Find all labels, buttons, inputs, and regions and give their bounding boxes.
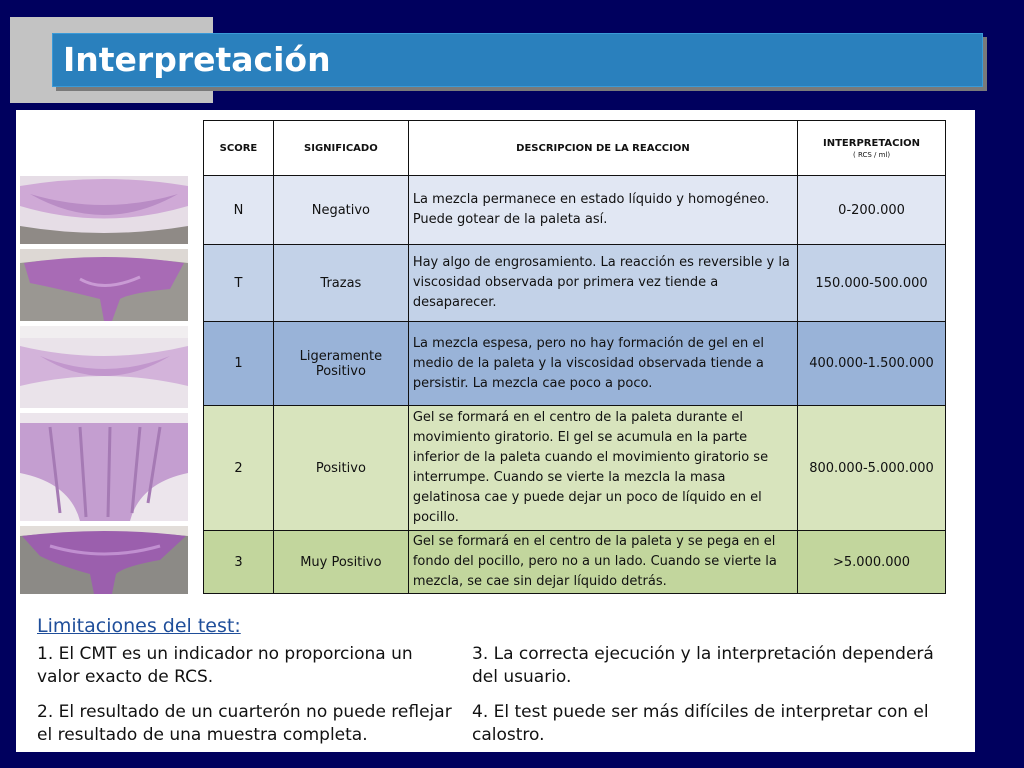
cell-significado: Positivo xyxy=(273,406,408,531)
cell-descripcion: Gel se formará en el centro de la paleta durante el movimiento giratorio. El gel se acumula en la parte inferior de la paleta cuando el movimiento giratorio se interrumpe. Cuando se vierte la mezcla la masa gelatinosa cae y puede dejar un poco de líquido en el pocillo. xyxy=(408,406,797,531)
cell-descripcion: La mezcla permanece en estado líquido y homogéneo. Puede gotear de la paleta así. xyxy=(408,176,797,245)
cell-score: N xyxy=(204,176,274,245)
cell-score: T xyxy=(204,245,274,322)
limitation-item-1: 1. El CMT es un indicador no proporciona un valor exacto de RCS. xyxy=(37,644,413,687)
table-row xyxy=(204,176,946,245)
header-interpretacion xyxy=(798,121,946,176)
cell-descripcion: Gel se formará en el centro de la paleta y se pega en el fondo del pocillo, pero no a un lado. Cuando se vierte la mezcla, se cae sin dejar líquido detrás. xyxy=(408,531,797,594)
table-row xyxy=(204,406,946,531)
cell-interpretacion: 150.000-500.000 xyxy=(798,245,946,322)
cell-interpretacion: >5.000.000 xyxy=(798,531,946,594)
cmt-photo-positivo xyxy=(20,413,188,521)
table-header-row xyxy=(204,121,946,176)
cmt-photo-negative xyxy=(20,176,188,244)
cell-interpretacion: 800.000-5.000.000 xyxy=(798,406,946,531)
cell-significado: Muy Positivo xyxy=(273,531,408,594)
header-descripcion: DESCRIPCION DE LA REACCION xyxy=(408,121,797,176)
cell-significado: Ligeramente Positivo xyxy=(273,322,408,406)
limitation-item-3: 3. La correcta ejecución y la interpretación dependerá del usuario. xyxy=(472,644,934,687)
limitations-title: Limitaciones del test: xyxy=(37,615,241,637)
cell-descripcion: La mezcla espesa, pero no hay formación de gel en el medio de la paleta y la viscosidad observada tiende a persistir. La mezcla cae poco a poco. xyxy=(408,322,797,406)
cell-descripcion: Hay algo de engrosamiento. La reacción es reversible y la viscosidad observada por primera vez tiende a desaparecer. xyxy=(408,245,797,322)
header-score: SCORE xyxy=(204,121,274,176)
cell-score: 2 xyxy=(204,406,274,531)
cell-score: 3 xyxy=(204,531,274,594)
cell-significado: Negativo xyxy=(273,176,408,245)
cell-interpretacion: 0-200.000 xyxy=(798,176,946,245)
header-significado: SIGNIFICADO xyxy=(273,121,408,176)
limitation-item-2: 2. El resultado de un cuarterón no puede reflejar el resultado de una muestra completa. xyxy=(37,702,452,745)
header-interpretacion-label: INTERPRETACION xyxy=(823,137,921,149)
title-bar xyxy=(52,33,983,87)
page-title: Interpretación xyxy=(63,40,331,79)
table-row xyxy=(204,245,946,322)
cmt-photo-trazas xyxy=(20,249,188,321)
limitation-item-4: 4. El test puede ser más difíciles de interpretar con el calostro. xyxy=(472,702,929,745)
cmt-photo-muy-positivo xyxy=(20,526,188,594)
cmt-score-table xyxy=(203,120,946,594)
table-row xyxy=(204,322,946,406)
cell-score: 1 xyxy=(204,322,274,406)
table-row xyxy=(204,531,946,594)
cmt-photo-ligeramente xyxy=(20,326,188,408)
cell-interpretacion: 400.000-1.500.000 xyxy=(798,322,946,406)
header-interpretacion-unit: ( RCS / ml) xyxy=(852,150,891,159)
cell-significado: Trazas xyxy=(273,245,408,322)
content-panel xyxy=(16,110,975,752)
